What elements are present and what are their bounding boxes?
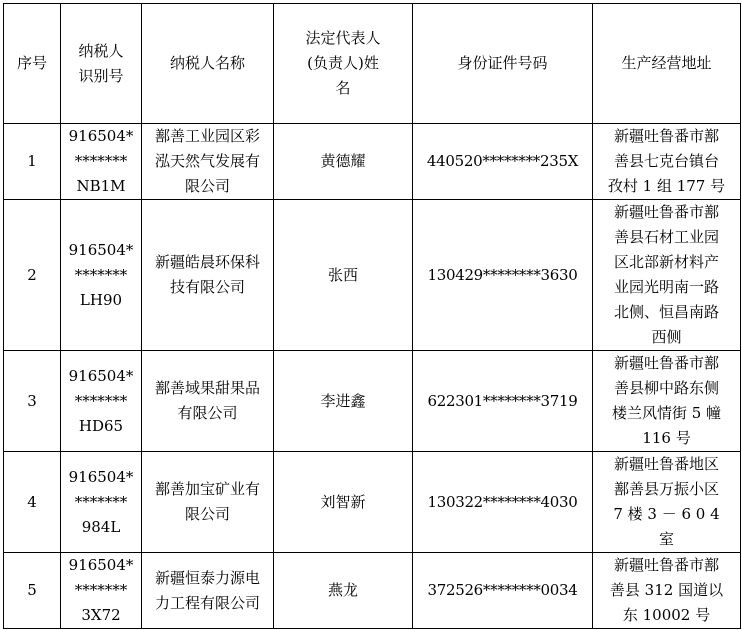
cell-seq: 5 bbox=[4, 553, 61, 629]
cell-legal-rep: 刘智新 bbox=[274, 452, 413, 553]
cell-id-number: 130429********3630 bbox=[413, 200, 593, 351]
cell-id-number: 440520********235X bbox=[413, 124, 593, 200]
cell-seq: 1 bbox=[4, 124, 61, 200]
cell-tax-id: 916504* ******* LH90 bbox=[61, 200, 142, 351]
table-row bbox=[4, 351, 741, 452]
cell-name: 鄯善域果甜果品 有限公司 bbox=[142, 351, 274, 452]
cell-name: 鄯善工业园区彩 泓天然气发展有 限公司 bbox=[142, 124, 274, 200]
cell-tax-id: 916504* ******* 984L bbox=[61, 452, 142, 553]
header-tax-id: 纳税人 识别号 bbox=[61, 4, 142, 124]
cell-id-number: 372526********0034 bbox=[413, 553, 593, 629]
table-row bbox=[4, 124, 741, 200]
cell-address: 新疆吐鲁番市鄯 善县柳中路东侧 楼兰风情街 5 幢 116 号 bbox=[593, 351, 741, 452]
table-row bbox=[4, 553, 741, 629]
cell-address: 新疆吐鲁番地区 鄯善县万振小区 7 楼 3 － 6 0 4 室 bbox=[593, 452, 741, 553]
cell-seq: 2 bbox=[4, 200, 61, 351]
cell-id-number: 622301********3719 bbox=[413, 351, 593, 452]
cell-name: 新疆皓晨环保科 技有限公司 bbox=[142, 200, 274, 351]
header-seq: 序号 bbox=[4, 4, 61, 124]
cell-address: 新疆吐鲁番市鄯 善县 312 国道以 东 10002 号 bbox=[593, 553, 741, 629]
header-name: 纳税人名称 bbox=[142, 4, 274, 124]
header-row bbox=[4, 4, 741, 124]
cell-address: 新疆吐鲁番市鄯 善县石材工业园 区北部新材料产 业园光明南一路 北侧、恒昌南路 西侧 bbox=[593, 200, 741, 351]
cell-tax-id: 916504* ******* HD65 bbox=[61, 351, 142, 452]
cell-name: 新疆恒泰力源电 力工程有限公司 bbox=[142, 553, 274, 629]
cell-tax-id: 916504* ******* NB1M bbox=[61, 124, 142, 200]
cell-seq: 4 bbox=[4, 452, 61, 553]
taxpayer-table bbox=[3, 3, 741, 629]
cell-legal-rep: 燕龙 bbox=[274, 553, 413, 629]
cell-legal-rep: 张西 bbox=[274, 200, 413, 351]
cell-address: 新疆吐鲁番市鄯 善县七克台镇台 孜村 1 组 177 号 bbox=[593, 124, 741, 200]
header-address: 生产经营地址 bbox=[593, 4, 741, 124]
table-row bbox=[4, 452, 741, 553]
cell-seq: 3 bbox=[4, 351, 61, 452]
table-row bbox=[4, 200, 741, 351]
cell-tax-id: 916504* ******* 3X72 bbox=[61, 553, 142, 629]
cell-legal-rep: 李进鑫 bbox=[274, 351, 413, 452]
cell-name: 鄯善加宝矿业有 限公司 bbox=[142, 452, 274, 553]
cell-legal-rep: 黄德耀 bbox=[274, 124, 413, 200]
cell-id-number: 130322********4030 bbox=[413, 452, 593, 553]
header-id-number: 身份证件号码 bbox=[413, 4, 593, 124]
header-legal-rep: 法定代表人 (负责人)姓 名 bbox=[274, 4, 413, 124]
